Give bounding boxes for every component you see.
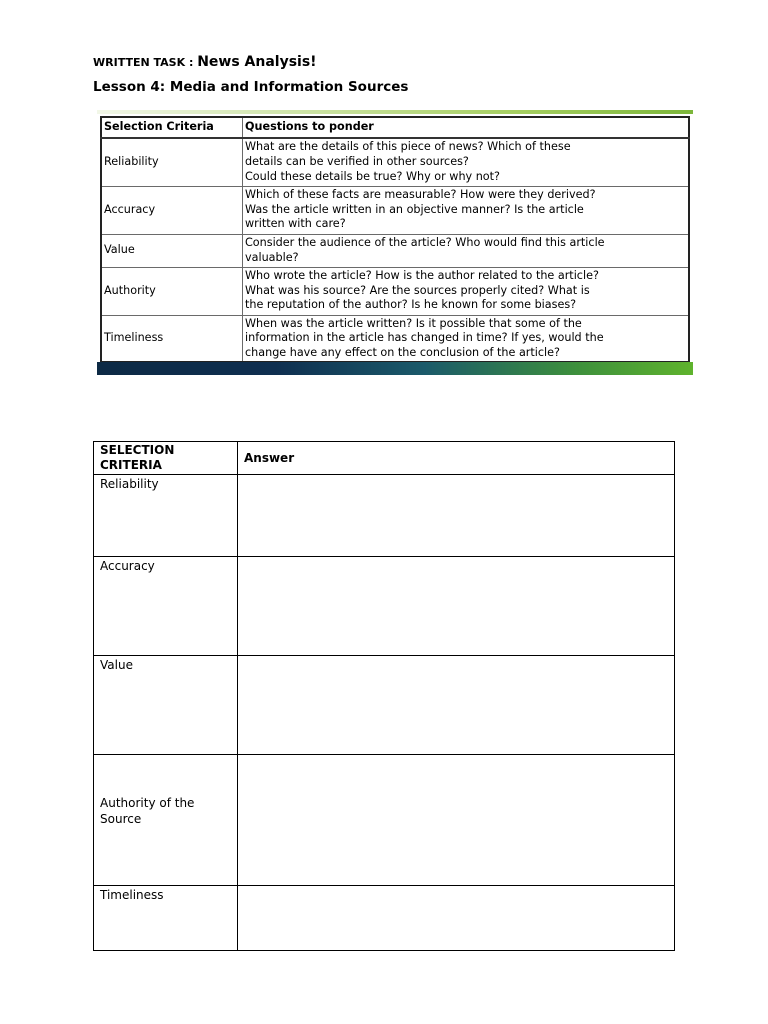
reference-questions: Consider the audience of the article? Who would find this article valuable?: [243, 234, 690, 267]
lesson-title: Lesson 4: Media and Information Sources: [93, 79, 409, 95]
reference-row-timeliness: [101, 315, 689, 362]
reference-questions: Which of these facts are measurable? How were they derived? Was the article written in an objective manner? Is the article written with care?: [243, 186, 690, 234]
answer-cell[interactable]: [238, 656, 675, 755]
reference-criteria: Timeliness: [101, 315, 243, 362]
answer-table: [93, 441, 675, 951]
reference-criteria: Reliability: [101, 138, 243, 186]
criteria-reference-image: [97, 110, 693, 375]
answer-cell[interactable]: [238, 755, 675, 886]
answer-row-value: [94, 656, 675, 755]
reference-row-value: [101, 234, 689, 267]
reference-criteria: Accuracy: [101, 186, 243, 234]
reference-header-row: [101, 117, 689, 138]
criteria-reference-table: [100, 116, 690, 363]
answer-criteria-label: Authority of the Source: [94, 755, 238, 886]
answer-criteria-label: Reliability: [94, 475, 238, 557]
answer-row-authority: [94, 755, 675, 886]
reference-header-questions: Questions to ponder: [243, 117, 690, 138]
reference-questions: When was the article written? Is it possible that some of the information in the article has changed in time? If yes, would the change have any effect on the conclusion of the article?: [243, 315, 690, 362]
answer-header-criteria: SELECTION CRITERIA: [94, 442, 238, 475]
reference-questions: What are the details of this piece of news? Which of these details can be verified in other sources? Could these details be true? Why or why not?: [243, 138, 690, 186]
answer-row-accuracy: [94, 557, 675, 656]
reference-row-authority: [101, 267, 689, 315]
answer-header-answer: Answer: [238, 442, 675, 475]
task-title-text: News Analysis!: [197, 54, 317, 70]
answer-cell[interactable]: [238, 475, 675, 557]
reference-criteria: Authority: [101, 267, 243, 315]
reference-questions: Who wrote the article? How is the author related to the article? What was his source? Are the sources properly cited? What is the reputation of the author? Is he known for some biases?: [243, 267, 690, 315]
answer-header-row: [94, 442, 675, 475]
answer-cell[interactable]: [238, 886, 675, 951]
answer-criteria-label: Accuracy: [94, 557, 238, 656]
answer-row-reliability: [94, 475, 675, 557]
answer-criteria-label: Value: [94, 656, 238, 755]
answer-cell[interactable]: [238, 557, 675, 656]
reference-row-accuracy: [101, 186, 689, 234]
reference-row-reliability: [101, 138, 689, 186]
answer-criteria-label: Timeliness: [94, 886, 238, 951]
task-prefix: WRITTEN TASK :: [93, 56, 198, 69]
answer-row-timeliness: [94, 886, 675, 951]
reference-criteria: Value: [101, 234, 243, 267]
green-top-bar: [97, 110, 693, 114]
reference-header-criteria: Selection Criteria: [101, 117, 243, 138]
slide-bottom-bar: [97, 362, 693, 375]
task-title: [93, 51, 317, 70]
